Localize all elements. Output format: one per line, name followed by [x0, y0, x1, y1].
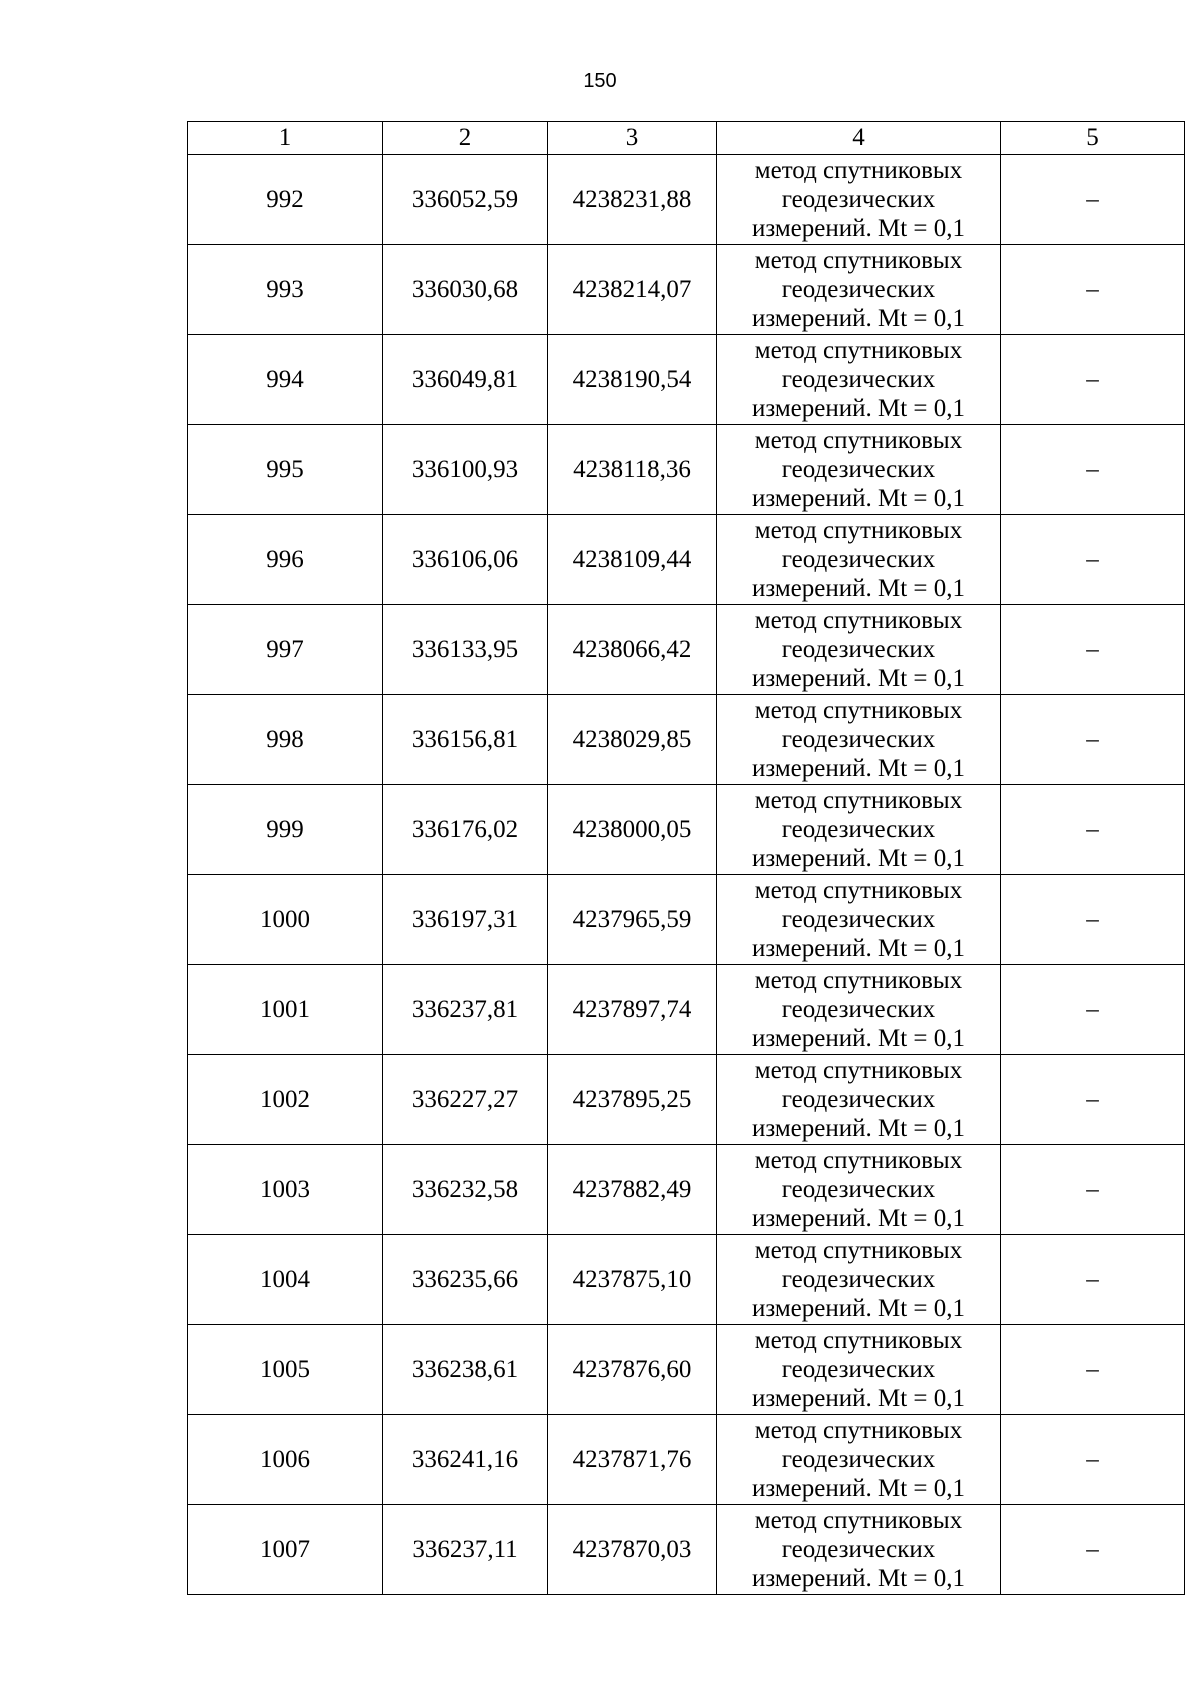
y-coordinate-cell: 4238029,85 — [548, 695, 717, 785]
x-coordinate-cell: 336030,68 — [383, 245, 548, 335]
x-coordinate-cell: 336227,27 — [383, 1055, 548, 1145]
method-line: метод спутниковых — [754, 697, 963, 724]
table-row — [188, 605, 1185, 695]
method-line: геодезических — [781, 996, 936, 1023]
x-coordinate-cell: 336237,81 — [383, 965, 548, 1055]
point-number-cell: 1001 — [188, 965, 383, 1055]
note-cell: – — [1001, 1415, 1185, 1505]
x-coordinate-cell: 336049,81 — [383, 335, 548, 425]
y-coordinate-cell: 4237965,59 — [548, 875, 717, 965]
note-cell: – — [1001, 1325, 1185, 1415]
method-line: метод спутниковых — [754, 1327, 963, 1354]
method-cell — [717, 965, 1001, 1055]
method-line: геодезических — [781, 1446, 936, 1473]
method-line: метод спутниковых — [754, 787, 963, 814]
y-coordinate-cell: 4237870,03 — [548, 1505, 717, 1595]
y-coordinate-cell: 4237871,76 — [548, 1415, 717, 1505]
point-number-cell: 1006 — [188, 1415, 383, 1505]
method-line: измерений. Mt = 0,1 — [751, 845, 966, 872]
point-number-cell: 999 — [188, 785, 383, 875]
method-cell — [717, 785, 1001, 875]
method-line: измерений. Mt = 0,1 — [751, 575, 966, 602]
column-header-1: 1 — [188, 122, 383, 155]
x-coordinate-cell: 336197,31 — [383, 875, 548, 965]
method-cell — [717, 335, 1001, 425]
note-cell: – — [1001, 875, 1185, 965]
method-line: измерений. Mt = 0,1 — [751, 1205, 966, 1232]
method-line: измерений. Mt = 0,1 — [751, 755, 966, 782]
method-line: измерений. Mt = 0,1 — [751, 935, 966, 962]
x-coordinate-cell: 336052,59 — [383, 155, 548, 245]
y-coordinate-cell: 4237882,49 — [548, 1145, 717, 1235]
table-body — [188, 155, 1185, 1595]
table-row — [188, 1055, 1185, 1145]
note-cell: – — [1001, 695, 1185, 785]
note-cell: – — [1001, 785, 1185, 875]
y-coordinate-cell: 4238109,44 — [548, 515, 717, 605]
point-number-cell: 1004 — [188, 1235, 383, 1325]
note-cell: – — [1001, 155, 1185, 245]
method-line: геодезических — [781, 1536, 936, 1563]
table-row — [188, 1145, 1185, 1235]
point-number-cell: 1002 — [188, 1055, 383, 1145]
method-line: геодезических — [781, 636, 936, 663]
method-cell — [717, 425, 1001, 515]
method-line: метод спутниковых — [754, 517, 963, 544]
column-header-2: 2 — [383, 122, 548, 155]
method-cell — [717, 1055, 1001, 1145]
method-line: измерений. Mt = 0,1 — [751, 305, 966, 332]
method-line: измерений. Mt = 0,1 — [751, 215, 966, 242]
method-cell — [717, 1415, 1001, 1505]
method-line: измерений. Mt = 0,1 — [751, 665, 966, 692]
table-row — [188, 785, 1185, 875]
column-header-3: 3 — [548, 122, 717, 155]
method-line: геодезических — [781, 186, 936, 213]
method-line: метод спутниковых — [754, 1237, 963, 1264]
coordinates-table — [187, 121, 1185, 1595]
method-line: метод спутниковых — [754, 877, 963, 904]
method-line: измерений. Mt = 0,1 — [751, 1565, 966, 1592]
method-line: метод спутниковых — [754, 1147, 963, 1174]
x-coordinate-cell: 336133,95 — [383, 605, 548, 695]
method-line: геодезических — [781, 1086, 936, 1113]
method-cell — [717, 515, 1001, 605]
method-line: метод спутниковых — [754, 157, 963, 184]
point-number-cell: 993 — [188, 245, 383, 335]
method-line: метод спутниковых — [754, 1417, 963, 1444]
method-line: геодезических — [781, 726, 936, 753]
column-header-4: 4 — [717, 122, 1001, 155]
table-row — [188, 245, 1185, 335]
y-coordinate-cell: 4237876,60 — [548, 1325, 717, 1415]
method-line: геодезических — [781, 366, 936, 393]
table-row — [188, 335, 1185, 425]
method-line: геодезических — [781, 816, 936, 843]
table-row — [188, 515, 1185, 605]
method-line: метод спутниковых — [754, 967, 963, 994]
method-line: метод спутниковых — [754, 337, 963, 364]
table-row — [188, 1505, 1185, 1595]
point-number-cell: 996 — [188, 515, 383, 605]
point-number-cell: 992 — [188, 155, 383, 245]
method-line: геодезических — [781, 1356, 936, 1383]
note-cell: – — [1001, 1235, 1185, 1325]
method-line: измерений. Mt = 0,1 — [751, 1385, 966, 1412]
method-cell — [717, 1145, 1001, 1235]
method-line: геодезических — [781, 1176, 936, 1203]
method-line: геодезических — [781, 906, 936, 933]
method-line: измерений. Mt = 0,1 — [751, 1295, 966, 1322]
method-line: метод спутниковых — [754, 1057, 963, 1084]
point-number-cell: 1000 — [188, 875, 383, 965]
x-coordinate-cell: 336106,06 — [383, 515, 548, 605]
x-coordinate-cell: 336241,16 — [383, 1415, 548, 1505]
point-number-cell: 998 — [188, 695, 383, 785]
method-cell — [717, 245, 1001, 335]
note-cell: – — [1001, 425, 1185, 515]
x-coordinate-cell: 336237,11 — [383, 1505, 548, 1595]
method-line: измерений. Mt = 0,1 — [751, 485, 966, 512]
method-line: геодезических — [781, 546, 936, 573]
y-coordinate-cell: 4238214,07 — [548, 245, 717, 335]
note-cell: – — [1001, 1505, 1185, 1595]
y-coordinate-cell: 4238000,05 — [548, 785, 717, 875]
method-cell — [717, 695, 1001, 785]
point-number-cell: 1007 — [188, 1505, 383, 1595]
note-cell: – — [1001, 515, 1185, 605]
method-cell — [717, 1235, 1001, 1325]
table-row — [188, 155, 1185, 245]
method-cell — [717, 875, 1001, 965]
x-coordinate-cell: 336176,02 — [383, 785, 548, 875]
method-line: метод спутниковых — [754, 1507, 963, 1534]
method-line: измерений. Mt = 0,1 — [751, 1475, 966, 1502]
point-number-cell: 1005 — [188, 1325, 383, 1415]
y-coordinate-cell: 4237897,74 — [548, 965, 717, 1055]
y-coordinate-cell: 4238231,88 — [548, 155, 717, 245]
method-cell — [717, 605, 1001, 695]
table-row — [188, 1235, 1185, 1325]
note-cell: – — [1001, 1145, 1185, 1235]
y-coordinate-cell: 4237895,25 — [548, 1055, 717, 1145]
method-line: геодезических — [781, 456, 936, 483]
method-line: геодезических — [781, 276, 936, 303]
point-number-cell: 994 — [188, 335, 383, 425]
note-cell: – — [1001, 1055, 1185, 1145]
table-row — [188, 965, 1185, 1055]
x-coordinate-cell: 336232,58 — [383, 1145, 548, 1235]
note-cell: – — [1001, 335, 1185, 425]
table-header-row — [188, 122, 1185, 155]
table-row — [188, 1325, 1185, 1415]
page-number: 150 — [583, 70, 617, 92]
point-number-cell: 997 — [188, 605, 383, 695]
column-header-5: 5 — [1001, 122, 1185, 155]
method-cell — [717, 1505, 1001, 1595]
y-coordinate-cell: 4238118,36 — [548, 425, 717, 515]
x-coordinate-cell: 336100,93 — [383, 425, 548, 515]
method-line: измерений. Mt = 0,1 — [751, 395, 966, 422]
table-row — [188, 1415, 1185, 1505]
method-line: измерений. Mt = 0,1 — [751, 1115, 966, 1142]
point-number-cell: 1003 — [188, 1145, 383, 1235]
y-coordinate-cell: 4238190,54 — [548, 335, 717, 425]
x-coordinate-cell: 336235,66 — [383, 1235, 548, 1325]
method-line: метод спутниковых — [754, 247, 963, 274]
note-cell: – — [1001, 605, 1185, 695]
method-line: измерений. Mt = 0,1 — [751, 1025, 966, 1052]
point-number-cell: 995 — [188, 425, 383, 515]
x-coordinate-cell: 336238,61 — [383, 1325, 548, 1415]
table-row — [188, 875, 1185, 965]
y-coordinate-cell: 4238066,42 — [548, 605, 717, 695]
x-coordinate-cell: 336156,81 — [383, 695, 548, 785]
method-line: геодезических — [781, 1266, 936, 1293]
note-cell: – — [1001, 245, 1185, 335]
method-cell — [717, 1325, 1001, 1415]
method-cell — [717, 155, 1001, 245]
table-row — [188, 425, 1185, 515]
y-coordinate-cell: 4237875,10 — [548, 1235, 717, 1325]
note-cell: – — [1001, 965, 1185, 1055]
method-line: метод спутниковых — [754, 607, 963, 634]
method-line: метод спутниковых — [754, 427, 963, 454]
table-row — [188, 695, 1185, 785]
